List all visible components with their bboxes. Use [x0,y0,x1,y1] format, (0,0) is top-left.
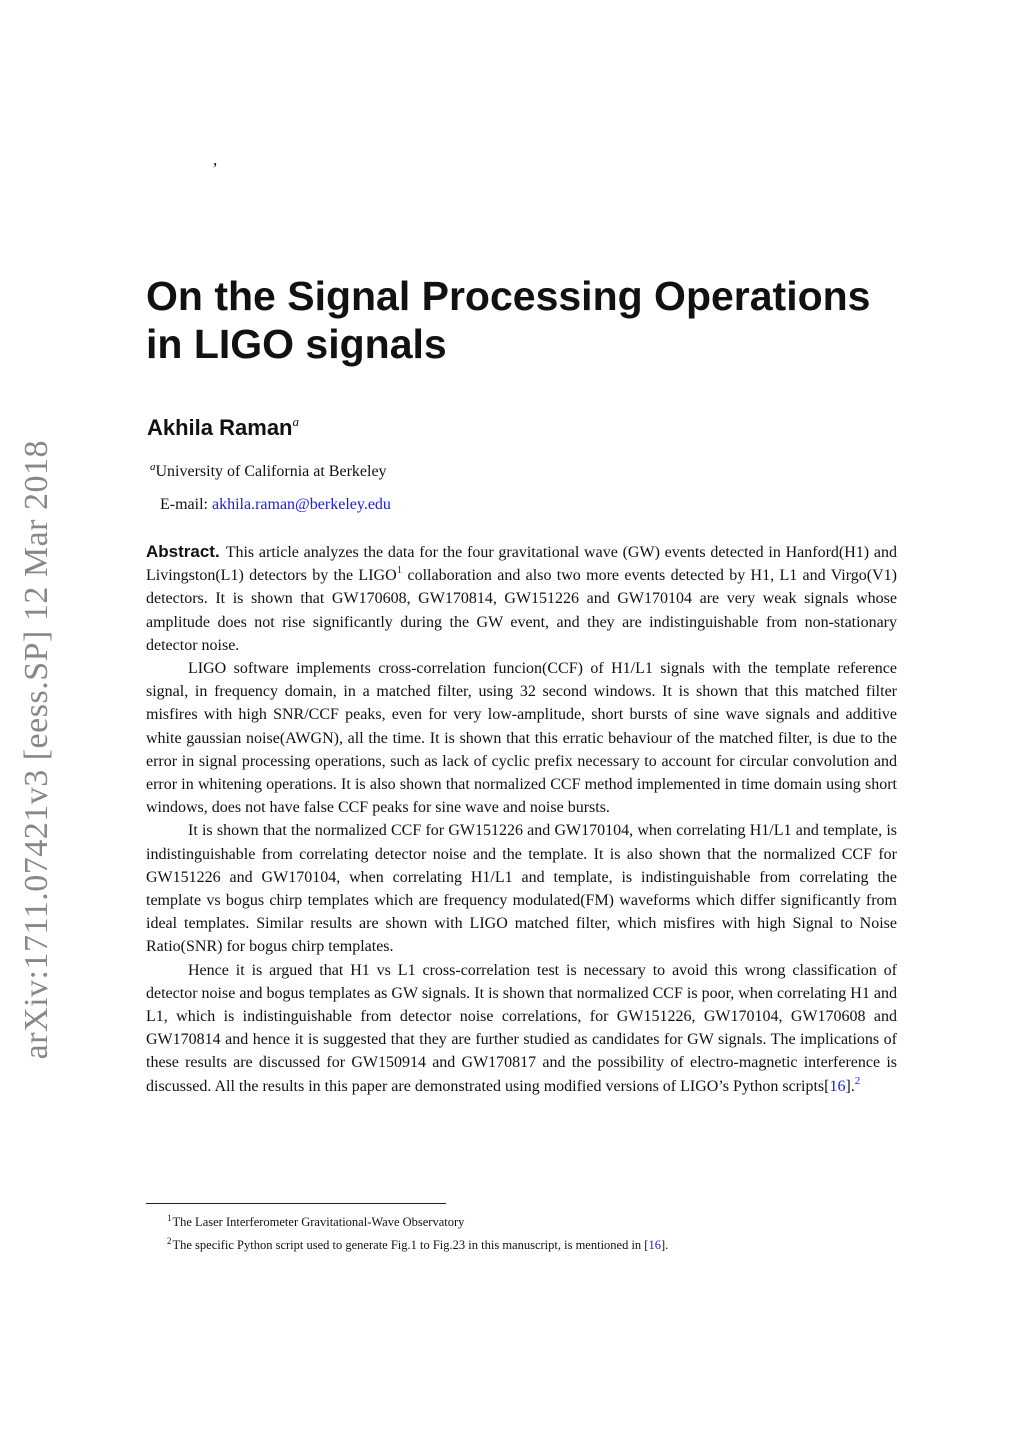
email [160,496,391,514]
citation-link[interactable]: 16 [829,1077,846,1095]
paper-title [146,272,926,368]
citation-link[interactable]: 16 [648,1238,661,1252]
title-line-1: On the Signal Processing Operations [146,273,871,319]
email-label: E-mail: [160,496,208,513]
abstract-paragraph-1: Abstract. This article analyzes the data for the four gravitational wave (GW) events detected in Hanford(H1) and Livingston(L1) detectors by the LIGO$^1$ collaboration and also two more events detected by H1, L1 and Virgo(V1) detectors. It is shown that GW170608, GW170814, GW151226 and GW170104 are very weak signals whose amplitude does not rise significantly during the GW event, and they are indistinguishable from non-stationary detector noise. [146,542,897,654]
abstract-paragraph-4: Hence it is argued that H1 vs L1 cross-correlation test is necessary to avoid this wrong classification of detector noise and bogus templates as GW signals. It is shown that normalized CCF is poor, when correlating H1 and L1, which is indistinguishable from detector noise correlations, for GW151226, GW170104, GW170608 and GW170814 and hence it is suggested that they are further studied as candidates for GW signals. The implications of these results are discussed for GW150914 and GW170817 and the possibility of electro-magnetic interference is discussed. All the results in this paper are demonstrated using modified versions of LIGO’s Python scripts[16].$^2$ [146,961,897,1095]
author [147,414,299,441]
footnote-mark: 2 [167,1236,172,1246]
footnote-divider [146,1203,446,1204]
abstract-heading: Abstract. [146,542,220,561]
footnote-mark: 1 [167,1213,172,1223]
title-line-2: in LIGO signals [146,321,447,367]
abstract-paragraph-3: It is shown that the normalized CCF for GW151226 and GW170104, when correlating H1/L1 and template, is indistinguishable from correlating detector noise and the template. It is also shown that the normalized CCF for GW151226 and GW170104, when correlating H1/L1 and template, is indistinguishable from correlating the template vs bogus chirp templates which are frequency modulated(FM) waveforms which differ significantly from ideal templates. Similar results are shown with LIGO matched filter, which misfires with high Signal to Noise Ratio(SNR) for bogus chirp templates. [146,822,897,956]
author-name: Akhila Raman [147,415,293,440]
affiliation [150,461,387,481]
footnote-ref-2[interactable]: 2 [854,1074,861,1087]
email-link[interactable]: akhila.raman@berkeley.edu [211,496,391,513]
affiliation-mark: a [150,461,156,473]
affiliation-text: University of California at Berkeley [155,463,387,480]
abstract-paragraph-2: LIGO software implements cross-correlation funcion(CCF) of H1/L1 signals with the template reference signal, in frequency domain, in a matched filter, using 32 second windows. It is shown that this matched filter misfires with high SNR/CCF peaks, even for very low-amplitude, short bursts of sine wave signals and additive white gaussian noise(AWGN), all the time. It is shown that this erratic behaviour of the matched filter, is due to the error in signal processing operations, such as lack of cyclic prefix necessary to account for circular convolution and error in whitening operations. It is also shown that normalized CCF method implemented in time domain using short windows, does not have false CCF peaks for sine wave and noise bursts. [146,660,897,817]
abstract [146,540,897,1098]
author-mark: a [292,414,299,429]
footnotes [167,1209,668,1255]
footnote-1: $^1$The Laser Interferometer Gravitational-Wave Observatory [167,1213,465,1229]
footnote-2: $^2$The specific Python script used to generate Fig.1 to Fig.23 in this manuscript, is mentioned in [16]. [167,1236,669,1252]
header-mark: , [213,150,218,169]
arxiv-identifier: arXiv:1711.07421v3 [eess.SP] 12 Mar 2018 [18,440,55,1060]
footnote-ref-1[interactable]: 1 [396,564,403,577]
